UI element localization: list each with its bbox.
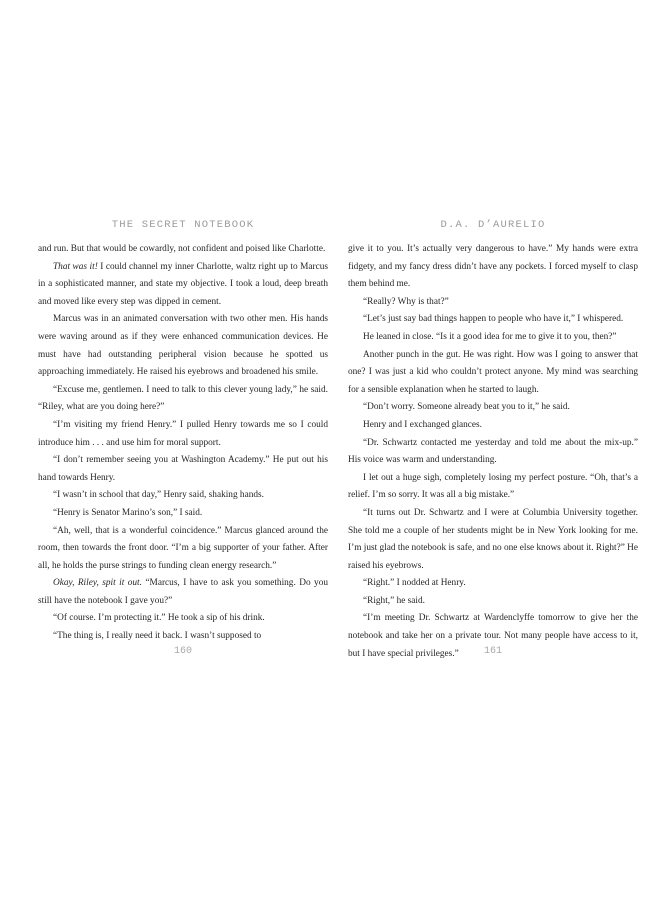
paragraph: “I’m visiting my friend Henry.” I pulled Henry towards me so I could introduce him . . . and use him for moral support. xyxy=(38,419,328,448)
paragraph: “Right.” I nodded at Henry. xyxy=(363,578,466,589)
paragraph: “I wasn’t in school that day,” Henry said, shaking hands. xyxy=(53,490,264,501)
paragraph: Marcus was in an animated conversation with two other men. His hands were waving around as if they were enhanced communication devices. He must have had outstanding peripheral vision because he spotted us approaching immediately. He raised his eyebrows and broadened his smile. xyxy=(38,314,328,378)
paragraph: “Really? Why is that?” xyxy=(363,296,449,307)
running-head-book-title: THE SECRET NOTEBOOK xyxy=(111,219,255,231)
paragraph: Henry and I exchanged glances. xyxy=(363,419,482,430)
italic-thought: That was it! xyxy=(53,261,98,272)
paragraph: “Henry is Senator Marino’s son,” I said. xyxy=(53,507,203,518)
paragraph: He leaned in close. “Is it a good idea for me to give it to you, then?” xyxy=(363,331,617,342)
left-page xyxy=(38,0,328,900)
paragraph: Okay, Riley, spit it out. “Marcus, I have to ask you something. Do you still have the notebook I gave you?” xyxy=(38,578,328,606)
italic-thought: Okay, Riley, spit it out. xyxy=(53,578,142,589)
paragraph: Another punch in the gut. He was right. How was I going to answer that one? I was just a kid who couldn’t protect anyone. My mind was searching for a sensible explanation when he started to laugh. xyxy=(348,349,638,395)
paragraph: That was it! I could channel my inner Charlotte, waltz right up to Marcus in a sophisticated manner, and state my objective. I took a loud, deep breath and moved like every step was dipped in cement. xyxy=(38,261,328,307)
paragraph: “I’m meeting Dr. Schwartz at Wardenclyffe tomorrow to give her the notebook and take her on a private tour. Not many people have access to it, but I have special privileges.” xyxy=(348,613,638,659)
page-number: 160 xyxy=(173,646,192,657)
paragraph: “The thing is, I really need it back. I wasn’t supposed to xyxy=(53,631,262,642)
right-page xyxy=(348,0,638,900)
paragraph: “Don’t worry. Someone already beat you to it,” he said. xyxy=(363,402,570,413)
paragraph: “Dr. Schwartz contacted me yesterday and told me about the mix-up.” His voice was warm and understanding. xyxy=(348,437,638,466)
paragraph: give it to you. It’s actually very dangerous to have.” My hands were extra fidgety, and my fancy dress didn’t have any pockets. I forced myself to clasp them behind me. xyxy=(348,244,638,290)
paragraph: “Ah, well, that is a wonderful coincidence.” Marcus glanced around the room, then towards the front door. “I’m a big supporter of your father. After all, he holds the purse strings to funding clean energy research.” xyxy=(38,525,328,571)
paragraph: and run. But that would be cowardly, not confident and poised like Charlotte. xyxy=(38,244,326,254)
paragraph: “Of course. I’m protecting it.” He took a sip of his drink. xyxy=(53,613,265,624)
paragraph: “I don’t remember seeing you at Washington Academy.” He put out his hand towards Henry. xyxy=(38,455,328,483)
left-page-body xyxy=(38,241,328,646)
right-page-body xyxy=(348,241,638,663)
paragraph: “Excuse me, gentlemen. I need to talk to this clever young lady,” he said. “Riley, what are you doing here?” xyxy=(38,384,328,413)
paragraph: “Right,” he said. xyxy=(363,595,425,606)
paragraph: I let out a huge sigh, completely losing my perfect posture. “Oh, that’s a relief. I’m so sorry. It was all a big mistake.” xyxy=(348,472,638,501)
paragraph: “Let’s just say bad things happen to people who have it,” I whispered. xyxy=(363,314,624,325)
page-number: 161 xyxy=(483,646,502,657)
paragraph: “It turns out Dr. Schwartz and I were at Columbia University together. She told me a couple of her students might be in New York looking for me. I’m just glad the notebook is safe, and no one else knows about it. Right?” He raised his eyebrows. xyxy=(348,507,638,571)
running-head-author: D.A. D’AURELIO xyxy=(440,219,546,231)
